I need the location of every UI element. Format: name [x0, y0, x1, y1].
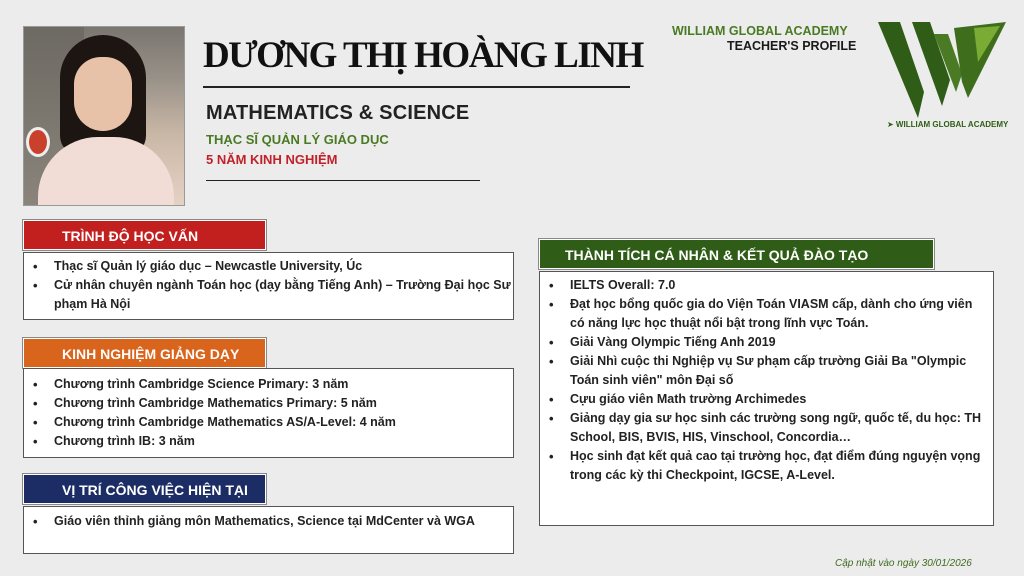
teaching-experience-box	[23, 368, 514, 458]
teaching-experience-header: KINH NGHIỆM GIẢNG DẠY	[23, 338, 266, 368]
list-item: • Giải Vàng Olympic Tiếng Anh 2019	[540, 333, 983, 352]
subject-underline	[206, 180, 480, 181]
education-box	[23, 252, 514, 320]
updated-date: Cập nhật vào ngày 30/01/2026	[835, 558, 972, 569]
list-item: • Chương trình Cambridge Mathematics AS/A-Level: 4 năm	[24, 413, 513, 432]
list-item: • Cựu giáo viên Math trường Archimedes	[540, 390, 983, 409]
list-item: • Chương trình Cambridge Mathematics Primary: 5 năm	[24, 394, 513, 413]
academy-name: WILLIAM GLOBAL ACADEMY	[672, 24, 848, 38]
achievements-header: THÀNH TÍCH CÁ NHÂN & KẾT QUẢ ĐÀO TẠO	[539, 239, 934, 269]
list-item: • Chương trình IB: 3 năm	[24, 432, 513, 451]
list-item: • Học sinh đạt kết quả cao tại trường học, đạt điểm đúng nguyện vọng trong các kỳ thi Checkpoint, IGCSE, A-Level.	[540, 447, 983, 485]
teacher-photo	[23, 26, 185, 206]
degree-label: THẠC SĨ QUẢN LÝ GIÁO DỤC	[206, 132, 389, 147]
list-item: • Giải Nhì cuộc thi Nghiệp vụ Sư phạm cấp trường Giải Ba "Olympic Toán sinh viên" môn Đại số	[540, 352, 983, 390]
list-item: • Thạc sĩ Quản lý giáo dục – Newcastle University, Úc	[24, 257, 513, 276]
list-item: • Giảng dạy gia sư học sinh các trường song ngữ, quốc tế, du học: TH School, BIS, BVIS, HIS, Vinschool, Concordia…	[540, 409, 983, 447]
teaching-subject: MATHEMATICS & SCIENCE	[206, 102, 470, 124]
current-job-box	[23, 506, 514, 554]
list-item: • Giáo viên thỉnh giảng môn Mathematics, Science tại MdCenter và WGA	[24, 512, 513, 531]
current-job-header: VỊ TRÍ CÔNG VIỆC HIỆN TẠI	[23, 474, 266, 504]
achievements-box	[539, 271, 994, 526]
education-header: TRÌNH ĐỘ HỌC VẤN	[23, 220, 266, 250]
william-logo-icon	[878, 22, 1006, 118]
list-item: • Đạt học bổng quốc gia do Viện Toán VIASM cấp, dành cho ứng viên có năng lực học thuật nổi bật trong lĩnh vực Toán.	[540, 295, 983, 333]
experience-label: 5 NĂM KINH NGHIỆM	[206, 152, 338, 167]
list-item: • Chương trình Cambridge Science Primary: 3 năm	[24, 375, 513, 394]
name-underline	[203, 86, 630, 88]
document-title: TEACHER'S PROFILE	[727, 39, 857, 53]
list-item: • Cử nhân chuyên ngành Toán học (dạy bằng Tiếng Anh) – Trường Đại học Sư phạm Hà Nội	[24, 276, 513, 314]
logo-caption: ➤ WILLIAM GLOBAL ACADEMY	[887, 120, 1009, 129]
list-item: • IELTS Overall: 7.0	[540, 276, 983, 295]
teacher-name: DƯƠNG THỊ HOÀNG LINH	[203, 35, 643, 76]
